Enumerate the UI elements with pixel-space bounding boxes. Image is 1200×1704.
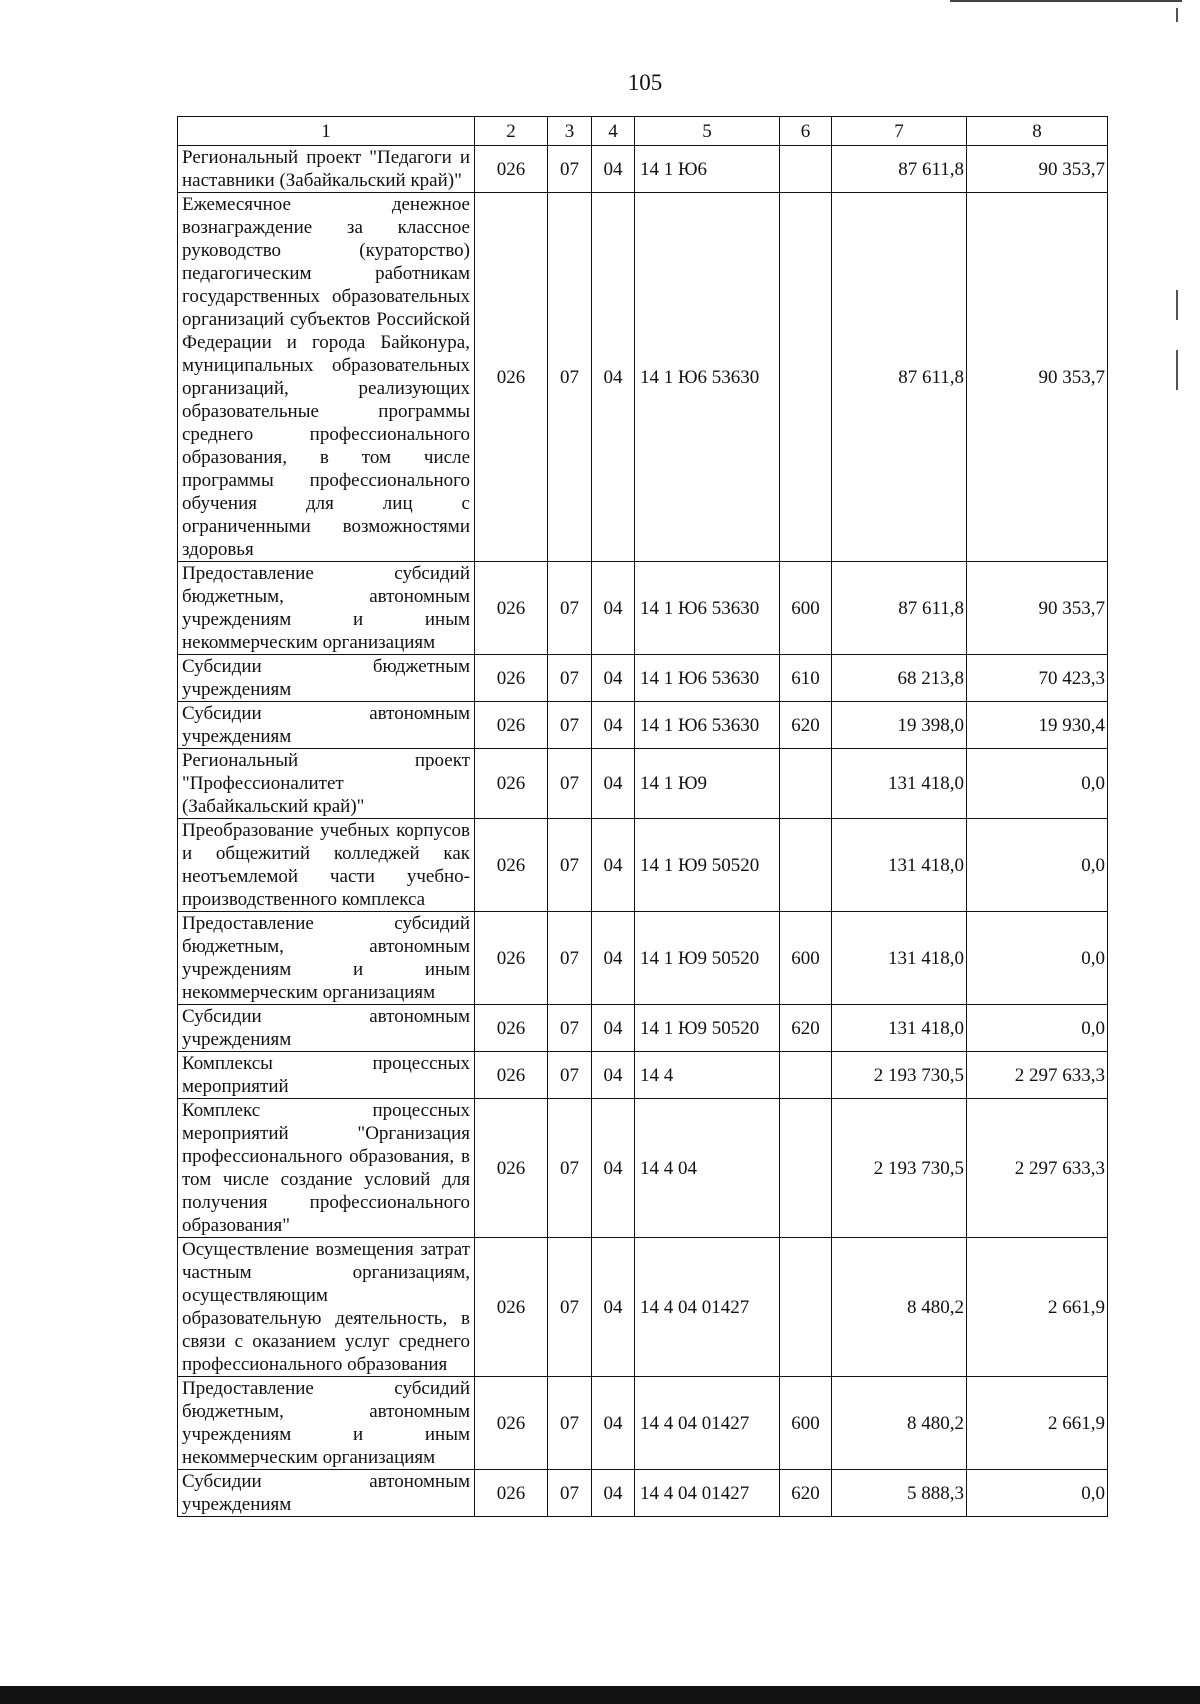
cell-amount-2: 70 423,3 <box>967 655 1108 702</box>
cell-ministry: 026 <box>475 702 548 749</box>
header-cell: 7 <box>832 117 967 146</box>
row-name: Региональный проект "Педагоги и наставники (Забайкальский край)" <box>178 146 475 193</box>
cell-target-article: 14 1 Ю6 53630 <box>635 193 780 562</box>
scan-mark <box>1176 290 1178 320</box>
table-row <box>178 1470 1108 1517</box>
cell-amount-2: 0,0 <box>967 1470 1108 1517</box>
scan-edge-line <box>950 0 1182 2</box>
table-row <box>178 912 1108 1005</box>
cell-section: 07 <box>548 749 592 819</box>
cell-amount-1: 131 418,0 <box>832 912 967 1005</box>
scan-mark <box>1176 8 1178 22</box>
row-name: Региональный проект "Профессионалитет (Забайкальский край)" <box>178 749 475 819</box>
scan-mark <box>1176 350 1178 390</box>
cell-ministry: 026 <box>475 1052 548 1099</box>
cell-ministry: 026 <box>475 655 548 702</box>
cell-subsection: 04 <box>592 819 635 912</box>
header-cell: 3 <box>548 117 592 146</box>
cell-amount-1: 8 480,2 <box>832 1377 967 1470</box>
cell-expense-type: 600 <box>780 562 832 655</box>
cell-section: 07 <box>548 1377 592 1470</box>
cell-expense-type: 620 <box>780 702 832 749</box>
cell-target-article: 14 4 <box>635 1052 780 1099</box>
table-row <box>178 562 1108 655</box>
cell-ministry: 026 <box>475 1005 548 1052</box>
cell-section: 07 <box>548 1005 592 1052</box>
row-name: Комплексы процессных мероприятий <box>178 1052 475 1099</box>
cell-target-article: 14 4 04 01427 <box>635 1238 780 1377</box>
cell-target-article: 14 1 Ю6 53630 <box>635 702 780 749</box>
cell-subsection: 04 <box>592 1238 635 1377</box>
cell-amount-2: 2 297 633,3 <box>967 1052 1108 1099</box>
cell-amount-2: 2 661,9 <box>967 1377 1108 1470</box>
cell-target-article: 14 1 Ю6 53630 <box>635 655 780 702</box>
cell-expense-type <box>780 1238 832 1377</box>
row-name: Предоставление субсидий бюджетным, автономным учреждениям и иным некоммерческим организациям <box>178 562 475 655</box>
row-name: Субсидии автономным учреждениям <box>178 1005 475 1052</box>
cell-section: 07 <box>548 1052 592 1099</box>
cell-expense-type <box>780 749 832 819</box>
cell-amount-2: 2 297 633,3 <box>967 1099 1108 1238</box>
cell-expense-type <box>780 1052 832 1099</box>
cell-amount-1: 131 418,0 <box>832 819 967 912</box>
cell-ministry: 026 <box>475 146 548 193</box>
cell-expense-type: 610 <box>780 655 832 702</box>
row-name: Предоставление субсидий бюджетным, автономным учреждениям и иным некоммерческим организациям <box>178 1377 475 1470</box>
header-cell: 1 <box>178 117 475 146</box>
row-name: Предоставление субсидий бюджетным, автономным учреждениям и иным некоммерческим организациям <box>178 912 475 1005</box>
page-number: 105 <box>627 70 663 95</box>
cell-amount-2: 19 930,4 <box>967 702 1108 749</box>
cell-expense-type: 620 <box>780 1470 832 1517</box>
cell-amount-2: 2 661,9 <box>967 1238 1108 1377</box>
cell-ministry: 026 <box>475 749 548 819</box>
cell-target-article: 14 1 Ю9 50520 <box>635 1005 780 1052</box>
cell-target-article: 14 1 Ю9 50520 <box>635 912 780 1005</box>
cell-expense-type <box>780 146 832 193</box>
cell-amount-1: 131 418,0 <box>832 1005 967 1052</box>
cell-expense-type <box>780 819 832 912</box>
cell-subsection: 04 <box>592 1470 635 1517</box>
cell-ministry: 026 <box>475 1377 548 1470</box>
cell-section: 07 <box>548 912 592 1005</box>
cell-amount-2: 0,0 <box>967 749 1108 819</box>
table-row <box>178 1377 1108 1470</box>
cell-subsection: 04 <box>592 702 635 749</box>
cell-subsection: 04 <box>592 1052 635 1099</box>
cell-ministry: 026 <box>475 819 548 912</box>
cell-target-article: 14 4 04 <box>635 1099 780 1238</box>
table-row <box>178 655 1108 702</box>
cell-amount-2: 90 353,7 <box>967 562 1108 655</box>
cell-ministry: 026 <box>475 1238 548 1377</box>
row-name: Преобразование учебных корпусов и общежитий колледжей как неотъемлемой части учебно-производственного комплекса <box>178 819 475 912</box>
cell-ministry: 026 <box>475 1099 548 1238</box>
cell-ministry: 026 <box>475 912 548 1005</box>
cell-section: 07 <box>548 1238 592 1377</box>
cell-expense-type: 620 <box>780 1005 832 1052</box>
cell-target-article: 14 1 Ю6 53630 <box>635 562 780 655</box>
cell-subsection: 04 <box>592 1005 635 1052</box>
header-cell: 8 <box>967 117 1108 146</box>
cell-amount-2: 0,0 <box>967 819 1108 912</box>
table-row <box>178 749 1108 819</box>
row-name: Субсидии автономным учреждениям <box>178 702 475 749</box>
header-cell: 5 <box>635 117 780 146</box>
cell-amount-2: 0,0 <box>967 912 1108 1005</box>
cell-amount-1: 19 398,0 <box>832 702 967 749</box>
cell-expense-type: 600 <box>780 912 832 1005</box>
header-cell: 2 <box>475 117 548 146</box>
cell-amount-1: 87 611,8 <box>832 146 967 193</box>
cell-amount-1: 68 213,8 <box>832 655 967 702</box>
scan-bottom-edge <box>0 1686 1200 1704</box>
cell-amount-2: 90 353,7 <box>967 193 1108 562</box>
header-cell: 4 <box>592 117 635 146</box>
table-row <box>178 146 1108 193</box>
cell-section: 07 <box>548 193 592 562</box>
cell-amount-1: 8 480,2 <box>832 1238 967 1377</box>
row-name: Субсидии бюджетным учреждениям <box>178 655 475 702</box>
cell-section: 07 <box>548 819 592 912</box>
cell-section: 07 <box>548 1099 592 1238</box>
cell-ministry: 026 <box>475 1470 548 1517</box>
cell-section: 07 <box>548 702 592 749</box>
row-name: Комплекс процессных мероприятий "Организация профессионального образования, в том числе создание условий для получения профессионального образования" <box>178 1099 475 1238</box>
budget-table <box>177 116 1108 1517</box>
row-name: Осуществление возмещения затрат частным организациям, осуществляющим образовательную деятельность, в связи с оказанием услуг среднего профессионального образования <box>178 1238 475 1377</box>
table-row <box>178 1099 1108 1238</box>
cell-amount-1: 2 193 730,5 <box>832 1052 967 1099</box>
cell-amount-1: 87 611,8 <box>832 562 967 655</box>
cell-expense-type <box>780 193 832 562</box>
cell-target-article: 14 1 Ю6 <box>635 146 780 193</box>
table-row <box>178 1005 1108 1052</box>
cell-expense-type: 600 <box>780 1377 832 1470</box>
cell-amount-1: 5 888,3 <box>832 1470 967 1517</box>
table-row <box>178 1052 1108 1099</box>
table-row <box>178 819 1108 912</box>
cell-subsection: 04 <box>592 655 635 702</box>
cell-target-article: 14 1 Ю9 <box>635 749 780 819</box>
cell-amount-2: 90 353,7 <box>967 146 1108 193</box>
cell-subsection: 04 <box>592 1377 635 1470</box>
cell-expense-type <box>780 1099 832 1238</box>
row-name: Субсидии автономным учреждениям <box>178 1470 475 1517</box>
table-row <box>178 702 1108 749</box>
cell-subsection: 04 <box>592 912 635 1005</box>
cell-section: 07 <box>548 562 592 655</box>
cell-amount-2: 0,0 <box>967 1005 1108 1052</box>
cell-section: 07 <box>548 146 592 193</box>
cell-amount-1: 131 418,0 <box>832 749 967 819</box>
header-cell: 6 <box>780 117 832 146</box>
cell-section: 07 <box>548 1470 592 1517</box>
cell-section: 07 <box>548 655 592 702</box>
cell-amount-1: 87 611,8 <box>832 193 967 562</box>
cell-ministry: 026 <box>475 562 548 655</box>
cell-subsection: 04 <box>592 193 635 562</box>
cell-subsection: 04 <box>592 1099 635 1238</box>
header-row <box>178 117 1108 146</box>
cell-target-article: 14 4 04 01427 <box>635 1377 780 1470</box>
cell-subsection: 04 <box>592 146 635 193</box>
cell-amount-1: 2 193 730,5 <box>832 1099 967 1238</box>
cell-subsection: 04 <box>592 749 635 819</box>
row-name: Ежемесячное денежное вознаграждение за классное руководство (кураторство) педагогическим работникам государственных образовательных организаций субъектов Российской Федерации и города Байконура, муниципальных образовательных организаций, реализующих образовательные программы среднего профессионального образования, в том числе программы профессионального обучения для лиц с ограниченными возможностями здоровья <box>178 193 475 562</box>
table-row <box>178 1238 1108 1377</box>
cell-target-article: 14 1 Ю9 50520 <box>635 819 780 912</box>
table-row <box>178 193 1108 562</box>
cell-subsection: 04 <box>592 562 635 655</box>
cell-target-article: 14 4 04 01427 <box>635 1470 780 1517</box>
cell-ministry: 026 <box>475 193 548 562</box>
